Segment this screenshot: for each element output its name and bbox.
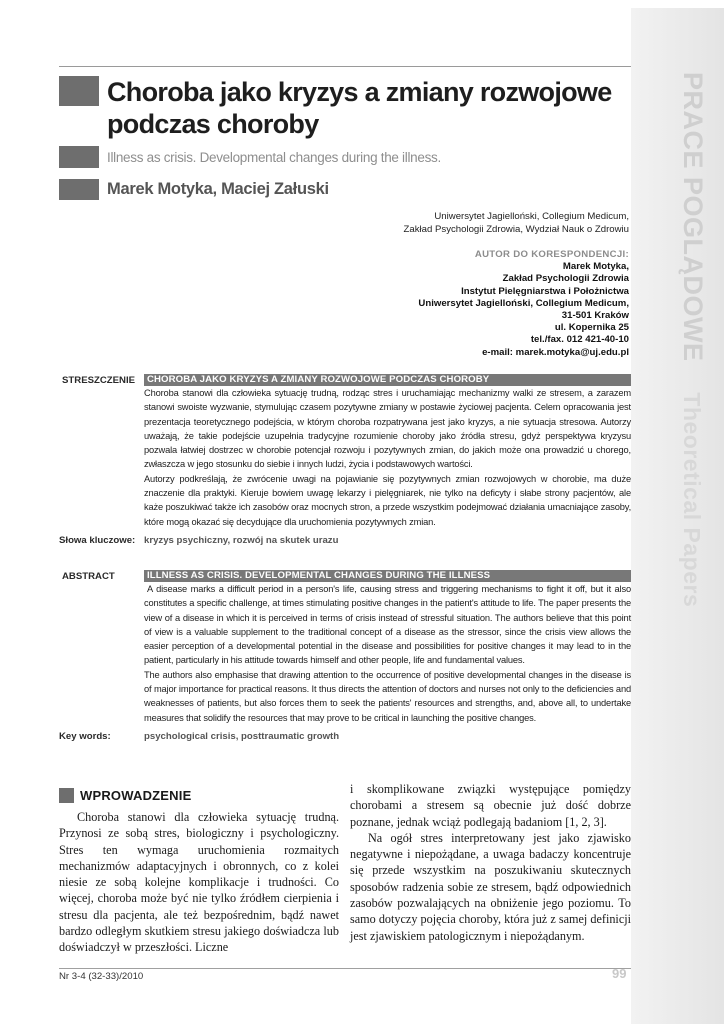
correspondence-heading: AUTOR DO KORESPONDENCJI: (474, 249, 629, 260)
slowa-kluczowe-label: Słowa kluczowe: (59, 535, 136, 546)
article-title (107, 76, 627, 140)
article-title-line2: podczas choroby (107, 109, 319, 139)
abstract-paragraph: The authors also emphasise that drawing attention to the occurrence of positive developmental changes in the disease is of major importance for practical reasons. It thus directs the attention of doctors and nurses not only to the deficiencies and weaknesses of patients, but also forces them to seek the patients' resources and strengths, and, above all, to undertake measures that solidify the resources that may prove to be critical in launching the positive changes. (144, 669, 631, 723)
correspondence-line: Zakład Psychologii Zdrowia (502, 273, 629, 285)
abstract-label: ABSTRACT (62, 571, 115, 582)
affiliation-line: Zakład Psychologii Zdrowia, Wydział Nauk o Zdrowiu (403, 224, 629, 235)
section-label-text (677, 72, 708, 607)
key-words-label: Key words: (59, 731, 111, 742)
title-marker (59, 76, 99, 106)
body-column-right (350, 781, 631, 944)
article-title-line1: Choroba jako kryzys a zmiany rozwojowe (107, 77, 612, 107)
authors-marker (59, 179, 99, 200)
section-label-vertical (668, 72, 708, 608)
abstract-body (144, 582, 631, 725)
affiliation-line: Uniwersytet Jagielloński, Collegium Medicum, (434, 211, 629, 222)
correspondence-email: e-mail: marek.motyka@uj.edu.pl (482, 346, 629, 358)
correspondence (418, 249, 629, 359)
body-paragraph: Na ogół stres interpretowany jest jako zjawisko negatywne i niepożądane, a uwaga badaczy koncentruje się przede wszystkim na poszukiwaniu skutecznych sposobów radzenia sobie ze stresem, bądź odpowiednich zasobów pozwalających na obniżenie jego poziomu. To samo dotyczy pojęcia choroby, która już z samej definicji jest zjawiskiem patologicznym i niepożądanym. (350, 830, 631, 943)
slowa-kluczowe-value: kryzys psychiczny, rozwój na skutek urazu (144, 535, 339, 546)
abstract-heading: ILLNESS AS CRISIS. DEVELOPMENTAL CHANGES DURING THE ILLNESS (144, 570, 631, 582)
body-paragraph: i skomplikowane związki występujące pomiędzy chorobami a stresem są obecnie już dość dobrze poznane, jednak wciąż podlegają badaniom [1, 2, 3]. (350, 782, 631, 829)
abstract-paragraph: A disease marks a difficult period in a person's life, causing stress and triggering mechanisms to fight it off, but it also constitutes a specific challenge, at times stimulating positive changes in the patient's attitude to life. The paper presents the view of a disease in which it is perceived in terms of crisis instead of stressful situation. The authors believe that this point of view is a valuable supplement to the traditional concept of a disease as the stressor, since the crisis view allows the easier perception of a developmental potential in the disease and possibilities for positive changes it may lead to in the patient, particularly in his attitude towards himself and other people, life and fundamental values. (144, 584, 631, 666)
affiliation (404, 210, 629, 236)
section-label-en: Theoretical Papers (679, 392, 705, 608)
subtitle-marker (59, 146, 99, 168)
body-paragraph: Choroba stanowi dla człowieka sytuację trudną. Przynosi ze sobą stres, biologiczny i psychologiczny. Stres ten wymaga uruchomienia rozmaitych mechanizmów adaptacyjnych i obronnych, co z kolei niesie ze sobą kolejne komplikacje i trudności. Co więcej, choroba może być nie tylko źródłem cierpienia i stresu dla pacjenta, ale też bezpośrednim, bądź nawet bardzo odległym skutkiem stresu jakiego doświadcza lub doświadczył w przeszłości. Liczne (59, 810, 339, 955)
article-subtitle: Illness as crisis. Developmental changes during the illness. (107, 150, 441, 165)
section-label-pl: PRACE POGLĄDOWE (678, 72, 708, 362)
page-number: 99 (612, 966, 627, 981)
key-words-value: psychological crisis, posttraumatic growth (144, 731, 340, 742)
top-rule (59, 66, 631, 67)
correspondence-line: ul. Kopernika 25 (554, 322, 629, 334)
streszczenie-label: STRESZCZENIE (62, 375, 136, 386)
correspondence-line: Uniwersytet Jagielloński, Collegium Medicum, (418, 297, 629, 309)
intro-heading: WPROWADZENIE (80, 788, 192, 803)
streszczenie-body (144, 386, 631, 529)
streszczenie-paragraph: Choroba stanowi dla człowieka sytuację trudną, rodząc stres i uruchamiając mechanizmy walki ze stresem, a zarazem stanowi swoiste wyzwanie, stymulując czasem pozytywne zmiany w postawie życiowej pacjenta. Celem opracowania jest prezentacja teoretycznego podejścia, w którym choroba rozpatrywana jest jako kryzys, a nie sytuacja stresowa. Autorzy uważają, że takie podejście uzupełnia tradycyjne rozumienie choroby jako źródła stresu, gdyż perspektywa kryzysu pozwala łatwiej dostrzec w chorobie potencjał rozwoju i pozytywnych zmian, do jakich może ona prowadzić u chorego, zwłaszcza w jego stosunku do siebie i innych ludzi, życia i podstawowych wartości. (144, 388, 631, 470)
issue-number: Nr 3-4 (32-33)/2010 (59, 971, 144, 982)
correspondence-line: 31-501 Kraków (561, 310, 629, 322)
correspondence-line: tel./fax. 012 421-40-10 (530, 334, 629, 346)
body-column-left (59, 809, 339, 956)
authors: Marek Motyka, Maciej Załuski (107, 180, 329, 198)
bottom-rule (59, 968, 631, 969)
correspondence-line: Marek Motyka, (562, 261, 629, 273)
streszczenie-heading: CHOROBA JAKO KRYZYS A ZMIANY ROZWOJOWE PODCZAS CHOROBY (144, 374, 631, 386)
streszczenie-paragraph: Autorzy podkreślają, że zwrócenie uwagi na pojawianie się pozytywnych zmian rozwojowych w chorobie, ma duże znaczenie dla praktyki. Kieruje bowiem uwagę lekarzy i pielęgniarek, nie tylko na deficyty i słabe strony pacjentów, ale każe poszukiwać także ich zasobów oraz mocnych stron, a przede wszystkim podejmować działania umacniające zasoby, które mogą okazać się decydujące dla uruchomienia pozytywnych zmian. (144, 473, 631, 527)
intro-marker (59, 788, 74, 803)
correspondence-line: Instytut Pielęgniarstwa i Położnictwa (461, 285, 629, 297)
